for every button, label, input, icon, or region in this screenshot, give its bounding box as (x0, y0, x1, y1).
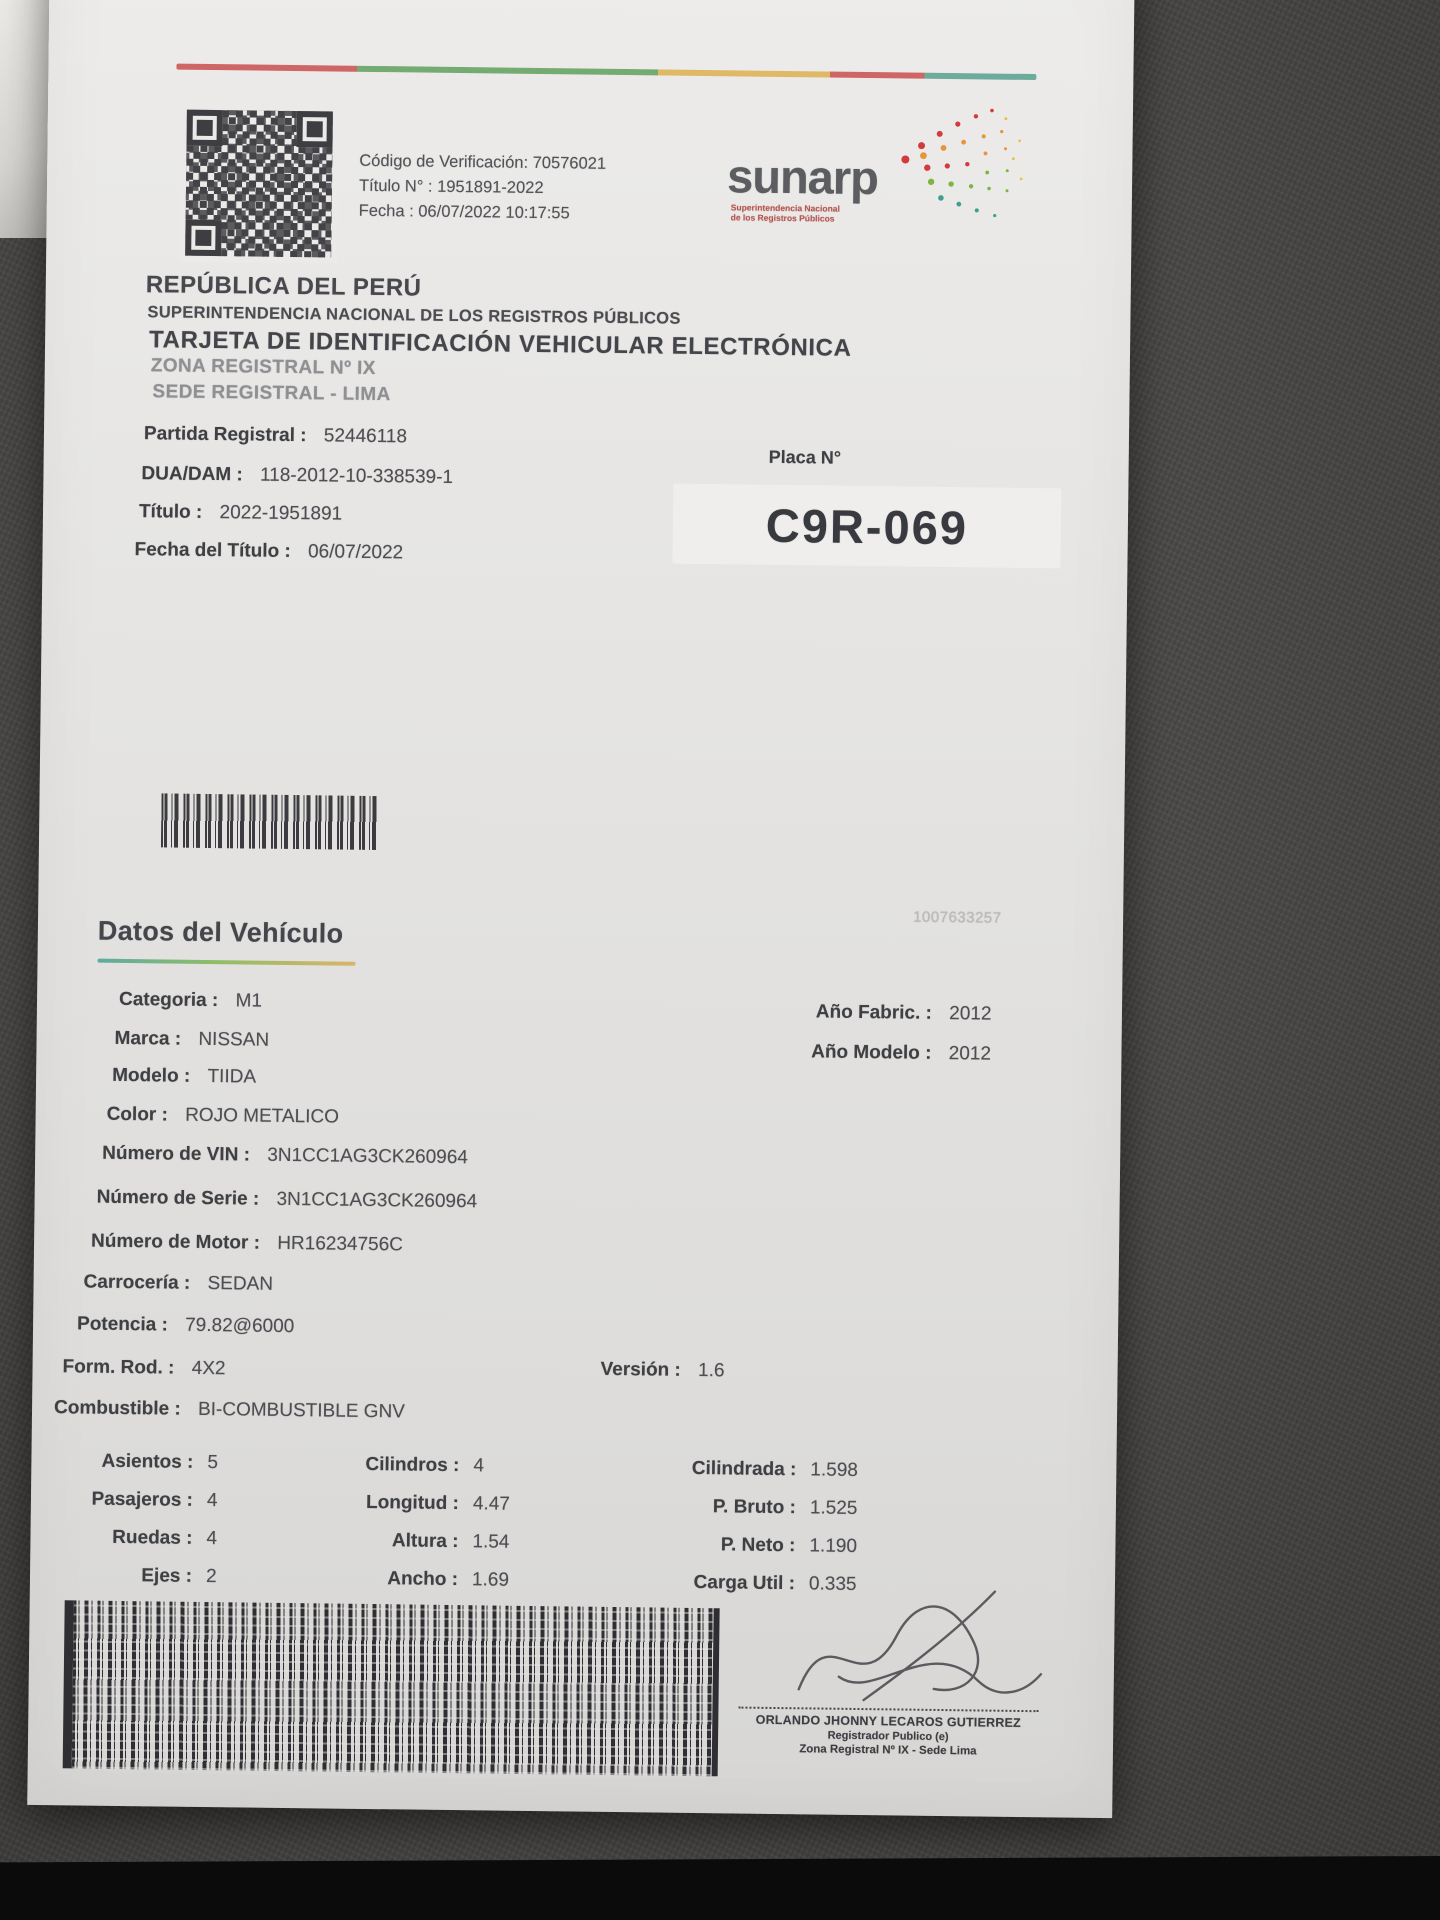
field-value: HR16234756C (277, 1232, 404, 1256)
field-label: Número de Serie : (96, 1186, 260, 1210)
field-modelo (112, 1065, 256, 1089)
stat-ancho: Ancho : 1.69 (387, 1568, 510, 1591)
field-value: 3N1CC1AG3CK260964 (276, 1188, 478, 1213)
field-dua-dam (141, 463, 453, 489)
field-anio-modelo (746, 1041, 991, 1066)
field-form-rod (62, 1356, 225, 1380)
field-value: TIIDA (207, 1066, 257, 1088)
field-label: Año Modelo : (811, 1041, 932, 1064)
field-value: BI-COMBUSTIBLE GNV (197, 1398, 406, 1423)
stat-cilindros: Cilindros : 4 (365, 1453, 485, 1477)
field-value: ROJO METALICO (185, 1104, 340, 1128)
qr-code-icon (179, 104, 339, 264)
stat-altura: Altura : 1.54 (391, 1530, 510, 1553)
stat-cilindrada: Cilindrada : 1.598 (691, 1457, 859, 1481)
field-label: Marca : (114, 1027, 182, 1050)
stat-longitud: Longitud : 4.47 (365, 1491, 511, 1515)
field-partida-registral (144, 423, 407, 448)
field-value: 52446118 (323, 425, 408, 448)
document-title: TARJETA DE IDENTIFICACIÓN VEHICULAR ELECTRÓNICA (148, 326, 852, 362)
section-underline (98, 959, 356, 966)
stat-ruedas: Ruedas : 4 (112, 1526, 218, 1550)
field-value: 2012 (948, 1043, 992, 1065)
field-vin (102, 1143, 468, 1169)
section-title: Datos del Vehículo (97, 915, 344, 949)
field-label: Potencia : (76, 1313, 169, 1336)
stat-carga-util: Carga Util : 0.335 (693, 1571, 857, 1595)
field-potencia (77, 1313, 294, 1338)
qr-finder-icon (185, 220, 221, 256)
field-label: Color : (106, 1103, 169, 1126)
field-value: 2012 (949, 1003, 992, 1025)
field-titulo (139, 501, 342, 525)
vehicle-card-document (27, 0, 1135, 1818)
registrar-role: Registrador Publico (e) (827, 1729, 949, 1744)
field-color (107, 1104, 340, 1129)
field-label: DUA/DAM : (141, 463, 243, 486)
registral-zone: ZONA REGISTRAL Nº IX (150, 355, 376, 380)
field-label: Form. Rod. : (62, 1356, 175, 1379)
registrar-signature-block (728, 1706, 1049, 1758)
field-value: 79.82@6000 (185, 1314, 295, 1338)
field-label: Año Fabric. : (815, 1001, 933, 1024)
stat-p-bruto: P. Bruto : 1.525 (712, 1496, 858, 1519)
field-combustible (54, 1397, 405, 1423)
field-label: Fecha del Título : (134, 539, 291, 562)
field-label: Versión : (600, 1358, 681, 1381)
barcode-icon (161, 793, 378, 850)
title-number: Título N° : 1951891-2022 (358, 176, 544, 198)
field-label: Combustible : (53, 1397, 181, 1420)
registral-office: SEDE REGISTRAL - LIMA (152, 381, 391, 406)
watermark-number: 1007633257 (913, 908, 1002, 927)
header-color-ribbon (176, 64, 1036, 81)
field-label: Carrocería : (83, 1271, 191, 1294)
field-value: 3N1CC1AG3CK260964 (267, 1144, 469, 1169)
field-serie (97, 1187, 478, 1214)
stat-ejes: Ejes : 2 (141, 1565, 217, 1588)
field-value: SEDAN (207, 1273, 274, 1295)
stat-asientos: Asientos : 5 (101, 1450, 219, 1474)
qr-finder-icon (186, 110, 222, 146)
field-label: Título : (138, 501, 203, 523)
field-label: Modelo : (112, 1064, 191, 1087)
stat-pasajeros: Pasajeros : 4 (91, 1488, 218, 1512)
field-label: Categoria : (118, 988, 219, 1012)
field-value: 2022-1951891 (219, 502, 343, 525)
plate-number: C9R-069 (765, 498, 969, 554)
registrar-zone: Zona Registral Nº IX - Sede Lima (799, 1743, 977, 1758)
country-title: REPÚBLICA DEL PERÚ (145, 271, 422, 302)
institution-title: SUPERINTENDENCIA NACIONAL DE LOS REGISTROS PÚBLICOS (147, 303, 681, 328)
sunarp-tagline-line2: de los Registros Públicos (730, 212, 835, 224)
verification-block (359, 149, 607, 227)
qr-finder-icon (296, 111, 332, 147)
field-label: Número de Motor : (90, 1230, 261, 1254)
field-categoria (119, 989, 262, 1013)
field-carroceria (83, 1272, 273, 1296)
stats-column-1 (50, 1442, 218, 1596)
barcode-2d-icon (63, 1600, 720, 1776)
stats-column-2 (280, 1445, 511, 1600)
signature-image (768, 1571, 1070, 1720)
sunarp-tagline-line1: Superintendencia Nacional (730, 202, 840, 214)
qr-modules (185, 110, 333, 258)
field-label: Partida Registral : (143, 423, 307, 447)
stat-p-neto: P. Neto : 1.190 (720, 1534, 858, 1557)
field-value: M1 (235, 990, 263, 1012)
starburst-icon (887, 97, 1039, 229)
field-motor (91, 1231, 403, 1257)
plate-label: Placa N° (768, 446, 842, 468)
registrar-name: ORLANDO JHONNY LECAROS GUTIERREZ (755, 1712, 1021, 1730)
verification-date: Fecha : 06/07/2022 10:17:55 (358, 201, 570, 223)
field-marca (114, 1028, 269, 1052)
sunarp-logo (726, 149, 1058, 226)
field-label: Número de VIN : (102, 1142, 251, 1166)
field-value: 4X2 (191, 1357, 226, 1380)
sunarp-wordmark: sunarp (726, 149, 879, 205)
plate-box (672, 484, 1061, 569)
field-value: 1.6 (697, 1360, 725, 1382)
field-value: NISSAN (198, 1028, 270, 1051)
field-value: 06/07/2022 (307, 541, 404, 564)
field-anio-fabric (747, 1001, 992, 1026)
field-fecha-titulo (134, 539, 403, 564)
photo-bottom-edge (0, 1856, 1440, 1920)
field-version (600, 1359, 724, 1383)
verification-code: Código de Verificación: 70576021 (359, 151, 607, 173)
field-value: 118-2012-10-338539-1 (259, 464, 454, 488)
